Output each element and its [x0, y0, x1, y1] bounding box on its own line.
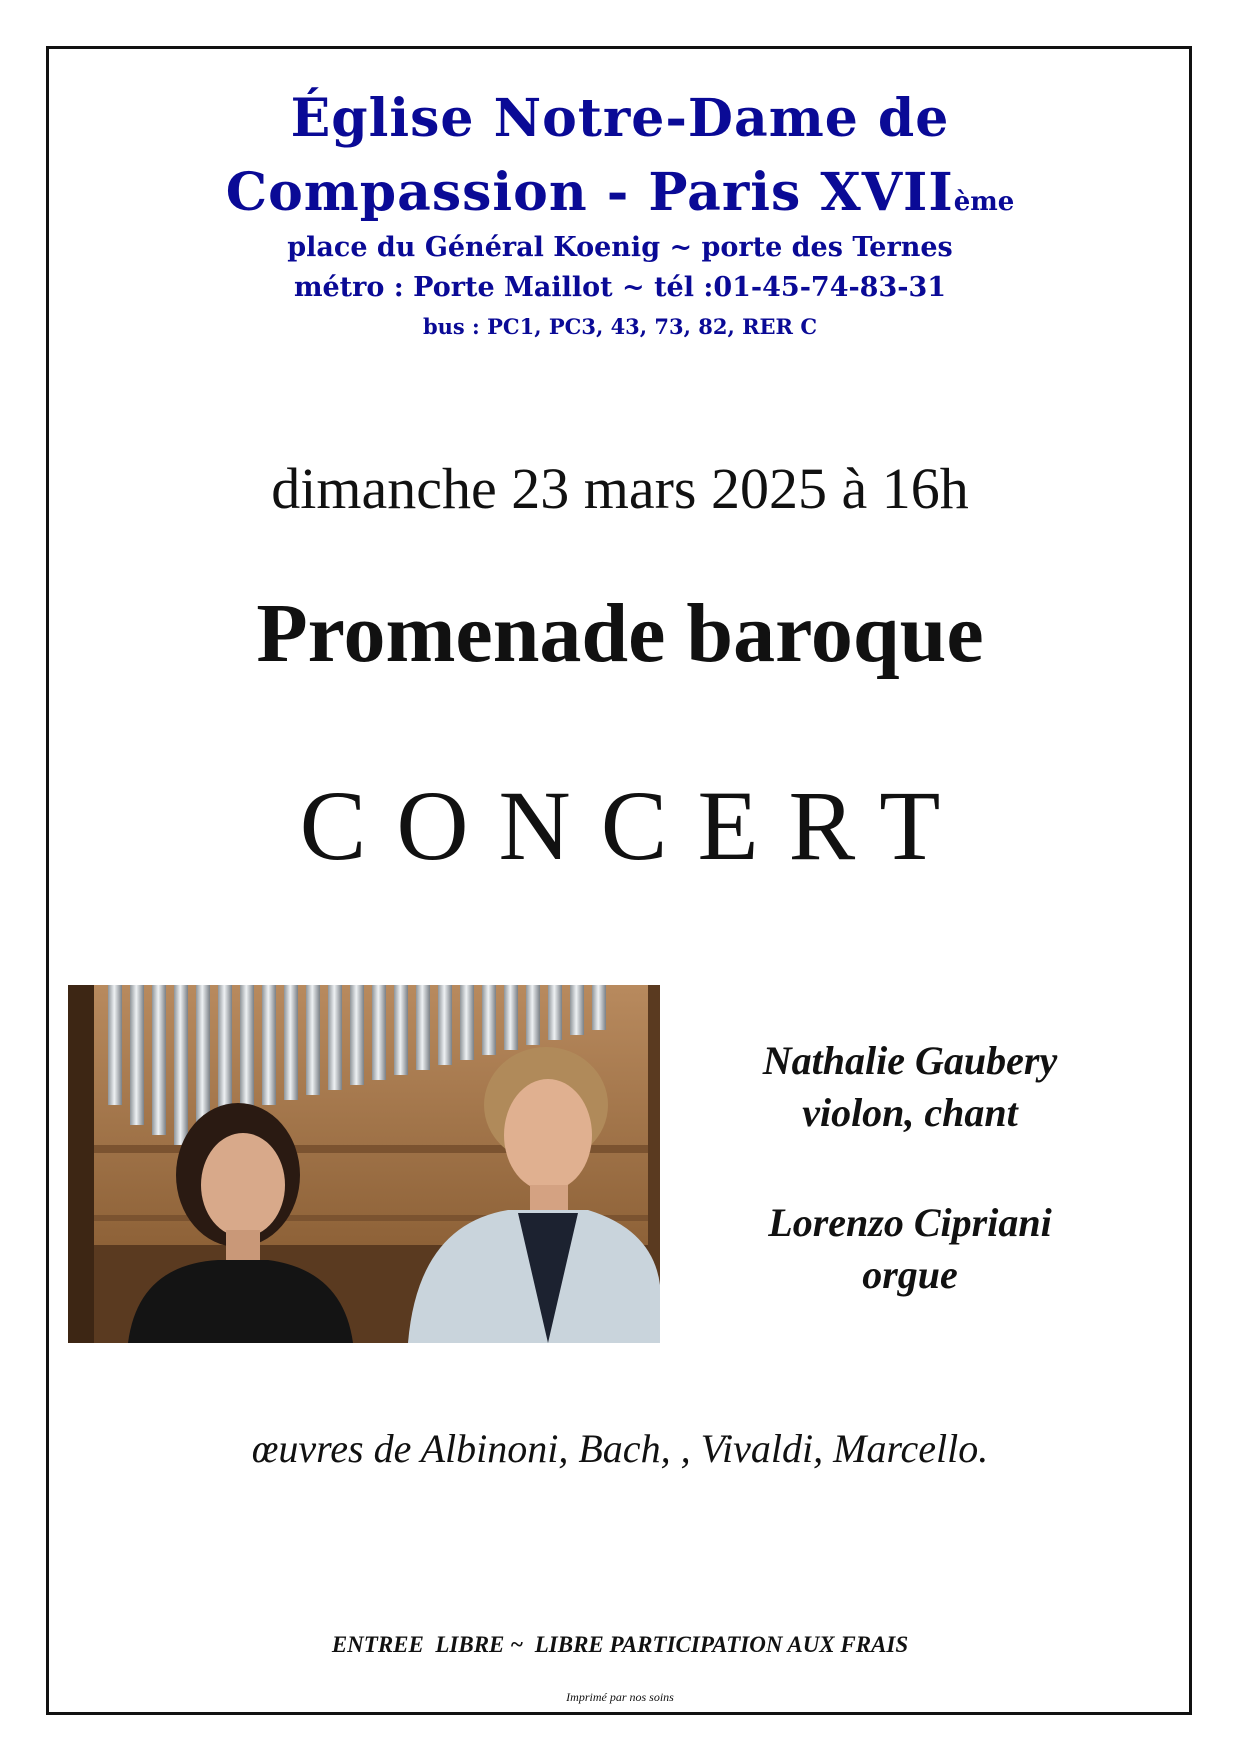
church-metro-phone: métro : Porte Maillot ~ tél :01-45-74-83-31	[293, 272, 947, 303]
church-name-line1: Église Notre-Dame de	[290, 88, 950, 149]
performers-photo	[68, 985, 660, 1343]
church-name-line2	[0, 162, 1240, 223]
performer-1-name: Nathalie Gaubery	[762, 1038, 1058, 1083]
event-type: CONCERT	[299, 770, 971, 881]
performer-2-role: orgue	[862, 1252, 958, 1297]
event-date: dimanche 23 mars 2025 à 16h	[271, 456, 969, 521]
printed-note: Imprimé par nos soins	[566, 1690, 674, 1704]
performers-list	[680, 1035, 1140, 1301]
church-name-superscript: ème	[953, 187, 1015, 217]
works-list: œuvres de Albinoni, Bach, , Vivaldi, Marcello.	[251, 1426, 989, 1471]
event-title: Promenade baroque	[256, 587, 984, 680]
entry-info: ENTREE LIBRE ~ LIBRE PARTICIPATION AUX FRAIS	[331, 1632, 909, 1657]
church-bus-lines: bus : PC1, PC3, 43, 73, 82, RER C	[422, 314, 818, 339]
church-address: place du Général Koenig ~ porte des Ternes	[287, 232, 953, 263]
church-name-line2-main: Compassion - Paris XVII	[225, 162, 954, 223]
performer-1-role: violon, chant	[802, 1090, 1018, 1135]
performer-2-name: Lorenzo Cipriani	[768, 1200, 1052, 1245]
